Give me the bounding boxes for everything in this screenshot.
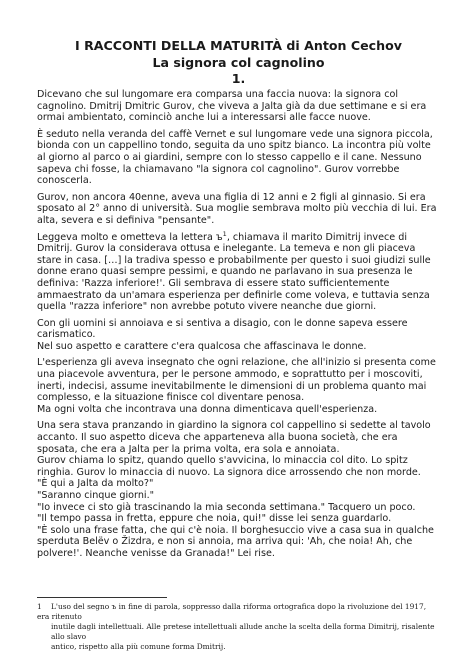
paragraph-4 bbox=[37, 229, 440, 313]
paragraph-5b: Nel suo aspetto e carattere c'era qualcosa che affascinava le donne. bbox=[37, 340, 367, 352]
dialogue-line-3: "Io invece ci sto già trascinando la mia seconda settimana." Tacquero un poco. bbox=[37, 501, 416, 513]
paragraph-7b: Gurov chiama lo spitz, quando quello s'avvicina, lo minaccia col dito. Lo spitz ringhia. Gurov lo minaccia di nuovo. La signora dice arrossendo che non morde. bbox=[37, 455, 421, 478]
story-title: La signora col cagnolino bbox=[152, 55, 325, 70]
footnote bbox=[37, 602, 439, 652]
footnote-line-1 bbox=[37, 602, 439, 622]
footnote-text-1: L'uso del segno ъ in fine di parola, soppresso dalla riforma ortografica dopo la rivoluzione del 1917, era ritenuto bbox=[37, 602, 427, 621]
document-title: I RACCONTI DELLA MATURITÀ di Anton Cechov bbox=[75, 38, 402, 53]
dialogue-line-2: "Saranno cinque giorni." bbox=[37, 490, 155, 501]
paragraph-6a: L'esperienza gli aveva insegnato che ogni relazione, che all'inizio si presenta come una piacevole avventura, per le persone ammodo, e soprattutto per i moscoviti, inerti, indecisi, assume inevitabilmente le dimensioni di un problema quanto mai complesso, e la situazione finisce col diventare penosa. bbox=[37, 357, 436, 404]
paragraph-4-rest: , chiamava il marito Dimitrij invece di Dmitrij. Gurov la considerava ottusa e inelegante. La temeva e non gli piaceva stare in casa. […] la tradiva spesso e probabilmente per questo i suoi giudizi sulle donne erano quasi sempre pessimi, e quando ne parlavano in sua presenza le definiva: 'Razza inferiore!'. Gli sembrava di essere stato sufficientemente ammaestrato da un'amara esperienza per definirle come voleva, e tuttavia senza quella "razza inferiore" non avrebbe potuto vivere neanche due giorni. bbox=[37, 231, 431, 313]
chapter-number: 1. bbox=[231, 71, 246, 86]
paragraph-1: Dicevano che sul lungomare era comparsa una faccia nuova: la signora col cagnolino. Dmitrij Dmitric Gurov, che viveva a Jalta già da due settimane e si era ormai ambientato, cominciò anche lui a interessarsi alle facce nuove. bbox=[37, 89, 427, 124]
footnote-number: 1 bbox=[37, 602, 42, 611]
footnote-reference[interactable]: 1 bbox=[222, 229, 227, 238]
paragraph-5a: Con gli uomini si annoiava e si sentiva a disagio, con le donne sapeva essere carismatico. bbox=[37, 317, 408, 341]
paragraph-3: Gurov, non ancora 40enne, aveva una figlia di 12 anni e 2 figli al ginnasio. Si era sposato al 2° anno di università. Sua moglie sembrava molto più vecchia di lui. Era alta, severa e si definiva "pensante". bbox=[37, 191, 437, 226]
paragraph-4-start: Leggeva molto e ometteva la lettera ъ bbox=[37, 231, 223, 243]
document-body bbox=[37, 89, 440, 560]
dialogue-line-5: "È solo una frase fatta, che qui c'è noia. Il borghesuccio vive a casa sua in qualche sperduta Belëv o Žizdra, e non si annoia, ma arriva qui: 'Ah, che noia! Ah, che polvere!'. Neanche venisse da Granada!" Lei rise. bbox=[37, 524, 434, 559]
paragraph-2: È seduto nella veranda del caffè Vernet e sul lungomare vede una signora piccola, bionda con un cappellino tondo, seguita da uno spitz bianco. La incontra più volte al giorno al parco o ai giardini, sempre con lo stesso cappello e il cane. Nessuno sapeva chi fosse, la chiamavano "la signora col cagnolino". Gurov vorrebbe conoscerla. bbox=[37, 128, 433, 187]
paragraph-7a: Una sera stava pranzando in giardino la signora col cappellino si sedette al tavolo accanto. Il suo aspetto diceva che apparteneva alla buona società, che era sposata, che era a Jalta per la prima volta, era sola e annoiata. bbox=[37, 420, 431, 455]
dialogue-line-4: "Il tempo passa in fretta, eppure che noia, qui!" disse lei senza guardarlo. bbox=[37, 513, 392, 525]
dialogue-line-1: "È qui a Jalta da molto?" bbox=[37, 478, 154, 490]
footnote-line-3: antico, rispetto alla più comune forma Dmitrij. bbox=[51, 642, 226, 651]
paragraph-6b: Ma ogni volta che incontrava una donna dimenticava quell'esperienza. bbox=[37, 403, 378, 415]
footnote-divider bbox=[37, 597, 167, 598]
footnote-line-2: inutile dagli intellettuali. Alle pretese intellettuali allude anche la scelta della forma Dimitrij, risalente allo slavo bbox=[51, 622, 435, 641]
